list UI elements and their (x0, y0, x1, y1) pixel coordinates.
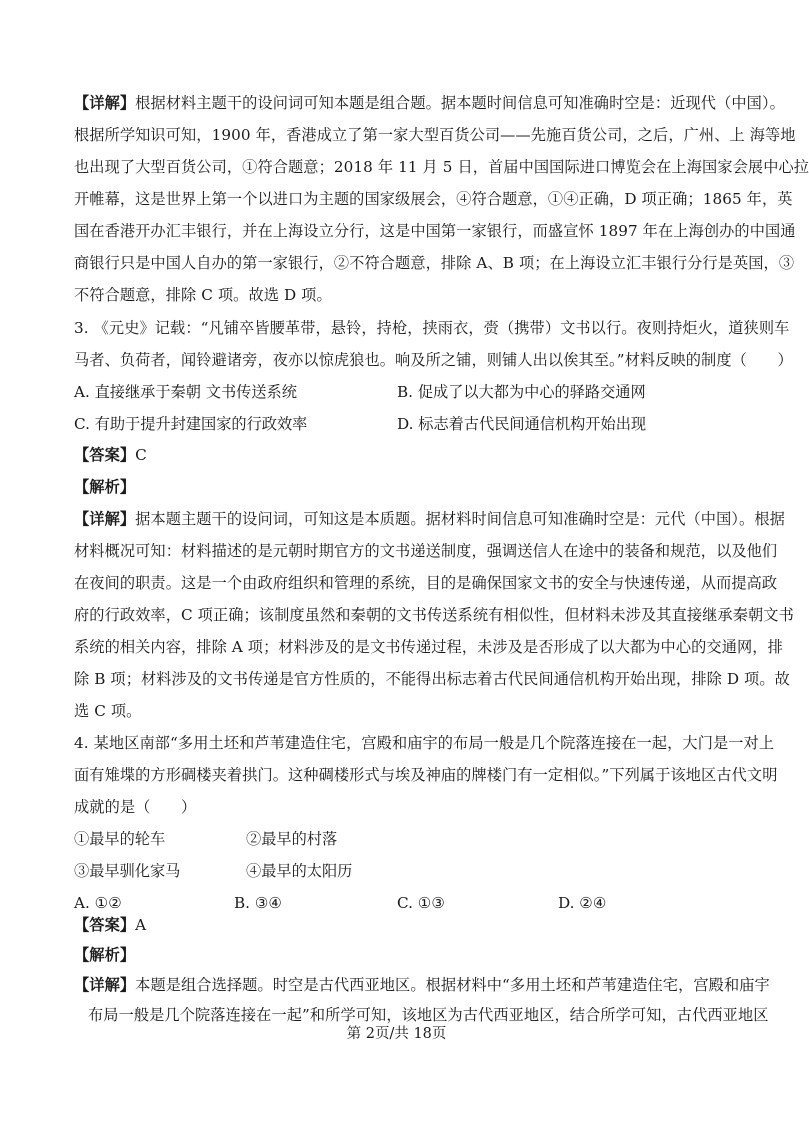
q2-detail-line-2: 根据所学知识可知，1900 年，香港成立了第一家大型百货公司——先施百货公司，之后，广州、上 海等地 (74, 126, 796, 144)
q2-detail-line-5: 国在香港开办汇丰银行，并在上海设立分行，这是中国第一家银行，而盛宣怀 1897 年在上海创办的中国通 (74, 222, 796, 240)
q3-option-c: C. 有助于提升封建国家的行政效率 (74, 415, 308, 433)
q4-answer-value: A (135, 916, 147, 934)
q4-answer (74, 914, 724, 936)
q4-option-c: C. ①③ (397, 894, 445, 912)
q2-detail-line-7: 不符合题意，排除 C 项。故选 D 项。 (74, 286, 332, 304)
q3-detail-line-4: 府的行政效率，C 项正确；该制度虽然和秦朝的文书传送系统有相似性，但材料未涉及其直接继承秦朝文书 (74, 606, 794, 624)
q4-detail-line-2: 布局一般是几个院落连接在一起”和所学可知，该地区为古代西亚地区，结合所学可知，古代西亚地区 (88, 1006, 769, 1024)
q4-stem-line-3: 成就的是（ ） (74, 798, 197, 816)
q3-detail-line-1: 【详解】据本题主题干的设问词，可知这是本质题。据材料时间信息可知准确时空是：元代（中国）。根据 (74, 510, 785, 528)
q3-option-b: B. 促成了以大都为中心的驿路交通网 (397, 383, 646, 401)
q4-option-a: A. ①② (74, 894, 122, 912)
q3-answer (74, 444, 724, 466)
detail-tag: 【详解】 (74, 94, 136, 112)
q4-option-b: B. ③④ (234, 894, 283, 912)
q3-detail-line-2: 材料概况可知：材料描述的是元朝时期官方的文书递送制度，强调送信人在途中的装备和规范，以及他们 (74, 542, 778, 560)
answer-tag: 【答案】 (74, 446, 136, 464)
answer-tag: 【答案】 (74, 916, 136, 934)
q3-answer-value: C (135, 446, 147, 464)
q4-item-4: ④最早的太阳历 (246, 862, 353, 880)
q3-analysis-tag: 【解析】 (74, 478, 136, 496)
q4-item-3: ③最早驯化家马 (74, 862, 181, 880)
q2-detail-line-4: 开帷幕，这是世界上第一个以进口为主题的国家级展会，④符合题意，①④正确，D 项正确；1865 年，英 (74, 190, 793, 208)
q4-detail-line-1: 【详解】本题是组合选择题。时空是古代西亚地区。根据材料中“多用土坯和芦苇建造住宅，宫殿和庙宇 (74, 976, 770, 994)
q2-detail-line-6: 商银行只是中国人自办的第一家银行，②不符合题意，排除 A、B 项；在上海设立汇丰银行分行是英国，③ (74, 254, 795, 272)
detail-tag: 【详解】 (74, 976, 136, 994)
q3-detail-line-7: 选 C 项。 (74, 702, 142, 720)
q4-analysis-tag: 【解析】 (74, 946, 136, 964)
page-footer: 第 2页/共 18页 (346, 1026, 447, 1042)
q3-option-a: A. 直接继承于秦朝 文书传送系统 (74, 383, 297, 401)
q2-detail-line-1: 【详解】根据材料主题干的设问词可知本题是组合题。据本题时间信息可知准确时空是：近现代（中国）。 (74, 94, 785, 112)
detail-tag: 【详解】 (74, 510, 136, 528)
q3-detail-line-3: 在夜间的职责。这是一个由政府组织和管理的系统，目的是确保国家文书的安全与快速传递，从而提高政 (74, 574, 778, 592)
q3-stem-line-1: 3. 《元史》记载：“凡铺卒皆腰革带，悬铃，持枪，挟雨衣，赍（携带）文书以行。夜则持炬火，道狭则车 (74, 319, 790, 337)
q3-detail-line-5: 系统的相关内容，排除 A 项；材料涉及的是文书传递过程，未涉及是否形成了以大都为中心的交通网，排 (74, 638, 783, 656)
q4-option-d: D. ②④ (558, 894, 607, 912)
q4-stem-line-1: 4. 某地区南部“多用土坯和芦苇建造住宅，宫殿和庙宇的布局一般是几个院落连接在一起，大门是一对上 (74, 734, 775, 752)
q3-option-d: D. 标志着古代民间通信机构开始出现 (397, 415, 647, 433)
q4-item-1: ①最早的轮车 (74, 830, 166, 848)
q2-detail-line-3: 也出现了大型百货公司，①符合题意；2018 年 11 月 5 日，首届中国国际进口博览会在上海国家会展中心拉 (74, 158, 809, 176)
q3-detail-line-6: 除 B 项；材料涉及的文书传递是官方性质的，不能得出标志着古代民间通信机构开始出现，排除 D 项。故 (74, 670, 790, 688)
q3-stem-line-2: 马者、负荷者，闻铃避诸旁，夜亦以惊虎狼也。响及所之铺，则铺人出以俟其至。”材料反映的制度（ ） (74, 351, 793, 369)
q4-item-2: ②最早的村落 (246, 830, 338, 848)
q4-stem-line-2: 面有雉堞的方形碉楼夹着拱门。这种碉楼形式与埃及神庙的牌楼门有一定相似。”下列属于该地区古代文明 (74, 766, 778, 784)
